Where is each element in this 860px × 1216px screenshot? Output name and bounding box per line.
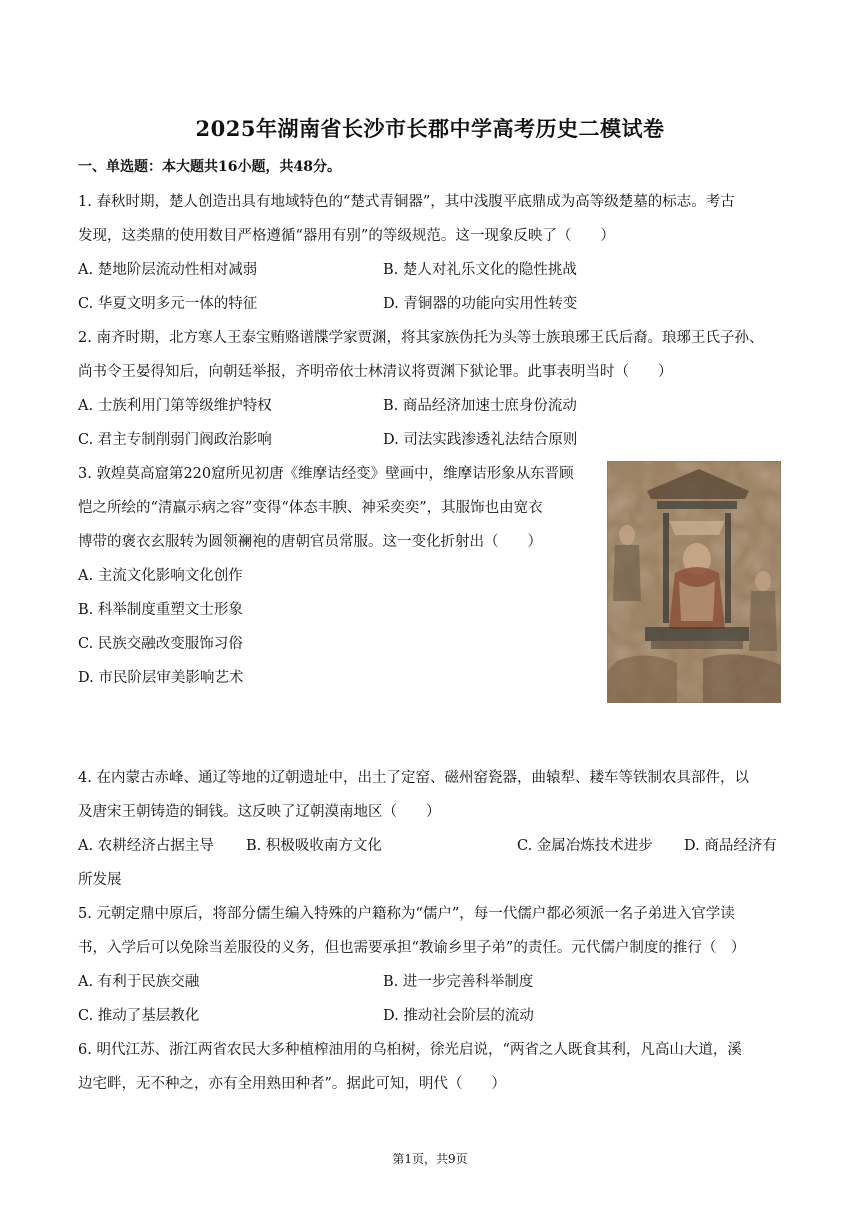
question-4-option-d-continued: 所发展 xyxy=(78,872,122,888)
question-3-option-a: A. 主流文化影响文化创作 xyxy=(78,568,243,584)
page-title: 2025年湖南省长沙市长郡中学高考历史二模试卷 xyxy=(195,116,665,141)
question-5-option-d: D. 推动社会阶层的流动 xyxy=(383,1008,534,1024)
page-footer: 第1页，共9页 xyxy=(392,1152,468,1166)
question-1-stem-line-2: 发现，这类鼎的使用数目严格遵循“器用有别”的等级规范。这一现象反映了（ ） xyxy=(78,228,615,244)
question-5-option-a: A. 有利于民族交融 xyxy=(78,974,200,990)
question-6-stem-line-1: 6. 明代江苏、浙江两省农民大多种植榨油用的乌桕树，徐光启说，“两省之人既食其利，凡高山大道，溪 xyxy=(78,1042,742,1058)
question-2-option-d: D. 司法实践渗透礼法结合原则 xyxy=(383,432,578,448)
question-1-option-c: C. 华夏文明多元一体的特征 xyxy=(78,296,258,312)
question-2-stem-line-2: 尚书令王晏得知后，向朝廷举报，齐明帝依士林清议将贾渊下狱论罪。此事表明当时（ ） xyxy=(78,364,673,380)
question-3-stem-line-2: 恺之所绘的“清羸示病之容”变得“体态丰腴、神采奕奕”，其服饰也由宽衣 xyxy=(78,500,543,516)
question-4-stem-line-2: 及唐宋王朝铸造的铜钱。这反映了辽朝漠南地区（ ） xyxy=(78,804,441,820)
question-1-option-d: D. 青铜器的功能向实用性转变 xyxy=(383,296,578,312)
section-heading: 一、单选题：本大题共16小题，共48分。 xyxy=(78,159,341,175)
question-6-stem-line-2: 边宅畔，无不种之，亦有全用熟田种者”。据此可知，明代（ ） xyxy=(78,1076,506,1092)
question-5-option-c: C. 推动了基层教化 xyxy=(78,1008,200,1024)
question-1-option-b: B. 楚人对礼乐文化的隐性挑战 xyxy=(383,262,577,278)
question-2-option-b: B. 商品经济加速士庶身份流动 xyxy=(383,398,577,414)
question-4-option-d: D. 商品经济有 xyxy=(684,838,777,854)
question-2-option-c: C. 君主专制削弱门阀政治影响 xyxy=(78,432,272,448)
question-3-option-b: B. 科举制度重塑文士形象 xyxy=(78,602,243,618)
question-3-stem-line-1: 3. 敦煌莫高窟第220窟所见初唐《维摩诘经变》壁画中，维摩诘形象从东晋顾 xyxy=(78,466,574,482)
question-2-option-a: A. 士族利用门第等级维护特权 xyxy=(78,398,272,414)
question-1-option-a: A. 楚地阶层流动性相对减弱 xyxy=(78,262,258,278)
question-2-stem-line-1: 2. 南齐时期，北方寒人王泰宝贿赂谱牒学家贾渊，将其家族伪托为头等士族琅琊王氏后裔。琅琊王氏子孙、 xyxy=(78,330,764,346)
question-5-stem-line-2: 书，入学后可以免除当差服役的义务，但也需要承担“教谕乡里子弟”的责任。元代儒户制度的推行（ ） xyxy=(78,940,746,956)
question-4-option-b: B. 积极吸收南方文化 xyxy=(246,838,382,854)
question-1-stem-line-1: 1. 春秋时期，楚人创造出具有地域特色的“楚式青铜器”，其中浅腹平底鼎成为高等级楚墓的标志。考古 xyxy=(78,194,735,210)
question-3-option-d: D. 市民阶层审美影响艺术 xyxy=(78,670,244,686)
question-3-option-c: C. 民族交融改变服饰习俗 xyxy=(78,636,243,652)
mural-painting-image xyxy=(607,461,781,703)
question-3-stem-line-3: 博带的褒衣玄服转为圆领襕袍的唐朝官员常服。这一变化折射出（ ） xyxy=(78,534,542,550)
question-4-option-a: A. 农耕经济占据主导 xyxy=(78,838,214,854)
question-5-stem-line-1: 5. 元朝定鼎中原后，将部分儒生编入特殊的户籍称为“儒户”，每一代儒户都必须派一名子弟进入官学读 xyxy=(78,906,735,922)
question-5-option-b: B. 进一步完善科举制度 xyxy=(383,974,534,990)
question-4-option-c: C. 金属冶炼技术进步 xyxy=(517,838,653,854)
question-4-stem-line-1: 4. 在内蒙古赤峰、通辽等地的辽朝遗址中，出土了定窑、磁州窑瓷器，曲辕犁、耧车等铁制农具部件，以 xyxy=(78,770,749,786)
